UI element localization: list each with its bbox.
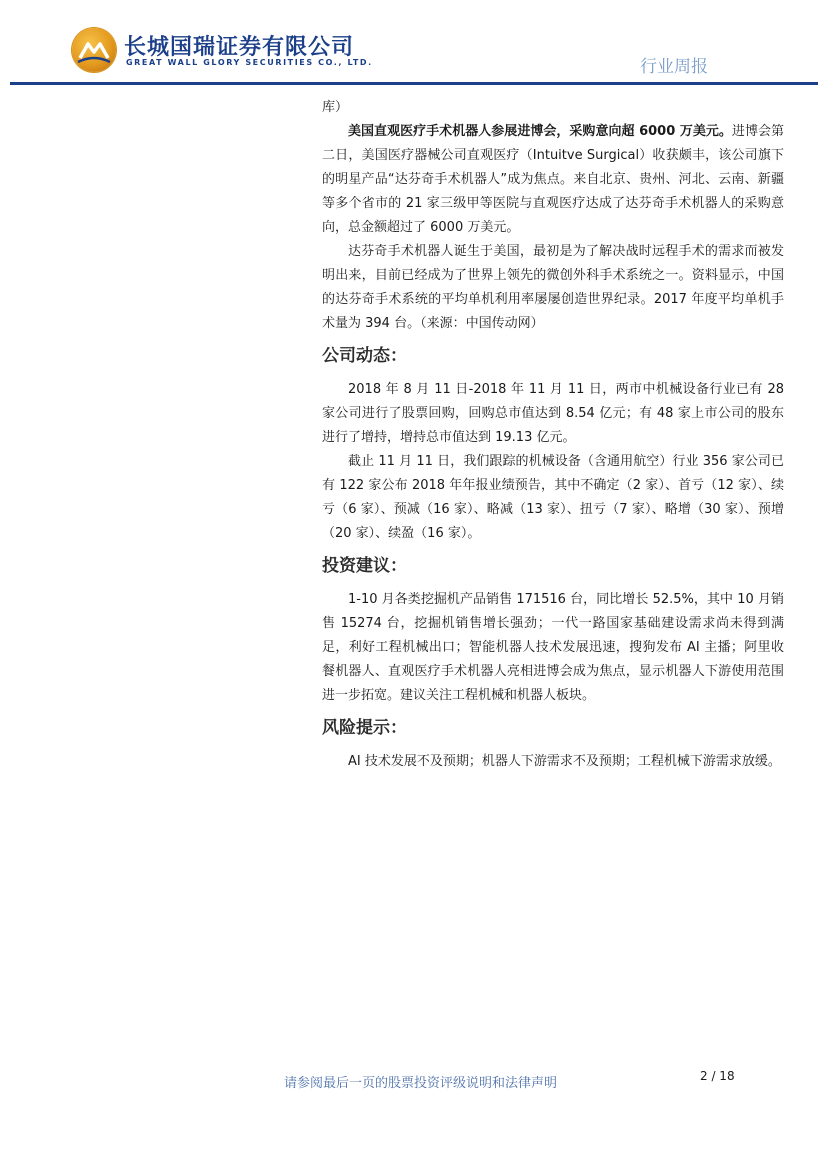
report-type: 行业周报 [640, 57, 708, 77]
company-logo-icon [72, 28, 116, 72]
section-title-company-news: 公司动态： [322, 346, 407, 366]
page-number: 2 / 18 [700, 1069, 735, 1083]
news-paragraph-davinci: 达芬奇手术机器人诞生于美国，最初是为了解决战时远程手术的需求而被发明出来，目前已经成为了世界上领先的微创外科手术系统之一。资料显示，中国的达芬奇手术系统的平均单机利用率屡屡创造世界纪录。2017 年度平均单机手术量为 394 台。（来源：中国传动网） [322, 244, 784, 331]
risk-warning-paragraph: AI 技术发展不及预期；机器人下游需求不及预期；工程机械下游需求放缓。 [348, 754, 781, 769]
company-name-en: GREAT WALL GLORY SECURITIES CO., LTD. [126, 58, 373, 67]
investment-advice-paragraph: 1-10 月各类挖掘机产品销售 171516 台，同比增长 52.5%，其中 10 月销售 15274 台，挖掘机销售增长强劲；一代一路国家基础建设需求尚未得到满足，利好工程机械出口；智能机器人技术发展迅速，搜狗发布 AI 主播；阿里收餐机器人、直观医疗手术机器人亮相进博会成为焦点，显示机器人下游使用范围进一步拓宽。建议关注工程机械和机器人板块。 [322, 592, 784, 703]
company-news-paragraph-2: 截止 11 月 11 日，我们跟踪的机械设备（含通用航空）行业 356 家公司已有 122 家公布 2018 年年报业绩预告，其中不确定（2 家）、首亏（12 家）、续亏（6 家）、预减（16 家）、略减（13 家）、扭亏（7 家）、略增（30 家）、预增（20 家）、续盈（16 家）。 [322, 454, 784, 541]
news-paragraph-intuitive [322, 120, 784, 240]
page-header [0, 0, 827, 90]
section-title-investment-advice: 投资建议： [322, 556, 407, 576]
section-title-risk-warning: 风险提示： [322, 718, 407, 738]
news-headline: 美国直观医疗手术机器人参展进博会，采购意向超 6000 万美元。 [348, 124, 732, 139]
footer-disclaimer-note: 请参阅最后一页的股票投资评级说明和法律声明 [284, 1076, 558, 1091]
company-name-cn: 长城国瑞证券有限公司 [124, 35, 355, 60]
main-content [322, 96, 784, 774]
paragraph-continuation: 库） [322, 100, 349, 115]
company-news-paragraph-1: 2018 年 8 月 11 日-2018 年 11 月 11 日，两市中机械设备行业已有 28 家公司进行了股票回购，回购总市值达到 8.54 亿元；有 48 家上市公司的股东进行了增持，增持总市值达到 19.13 亿元。 [322, 382, 784, 445]
header-divider [10, 82, 818, 85]
news-body: 进博会第二日，美国医疗器械公司直观医疗（Intuitve Surgical）收获颇丰，该公司旗下的明星产品“达芬奇手术机器人”成为焦点。来自北京、贵州、河北、云南、新疆等多个省市的 21 家三级甲等医院与直观医疗达成了达芬奇手术机器人的采购意向，总金额超过了 6000 万美元。 [322, 124, 784, 235]
